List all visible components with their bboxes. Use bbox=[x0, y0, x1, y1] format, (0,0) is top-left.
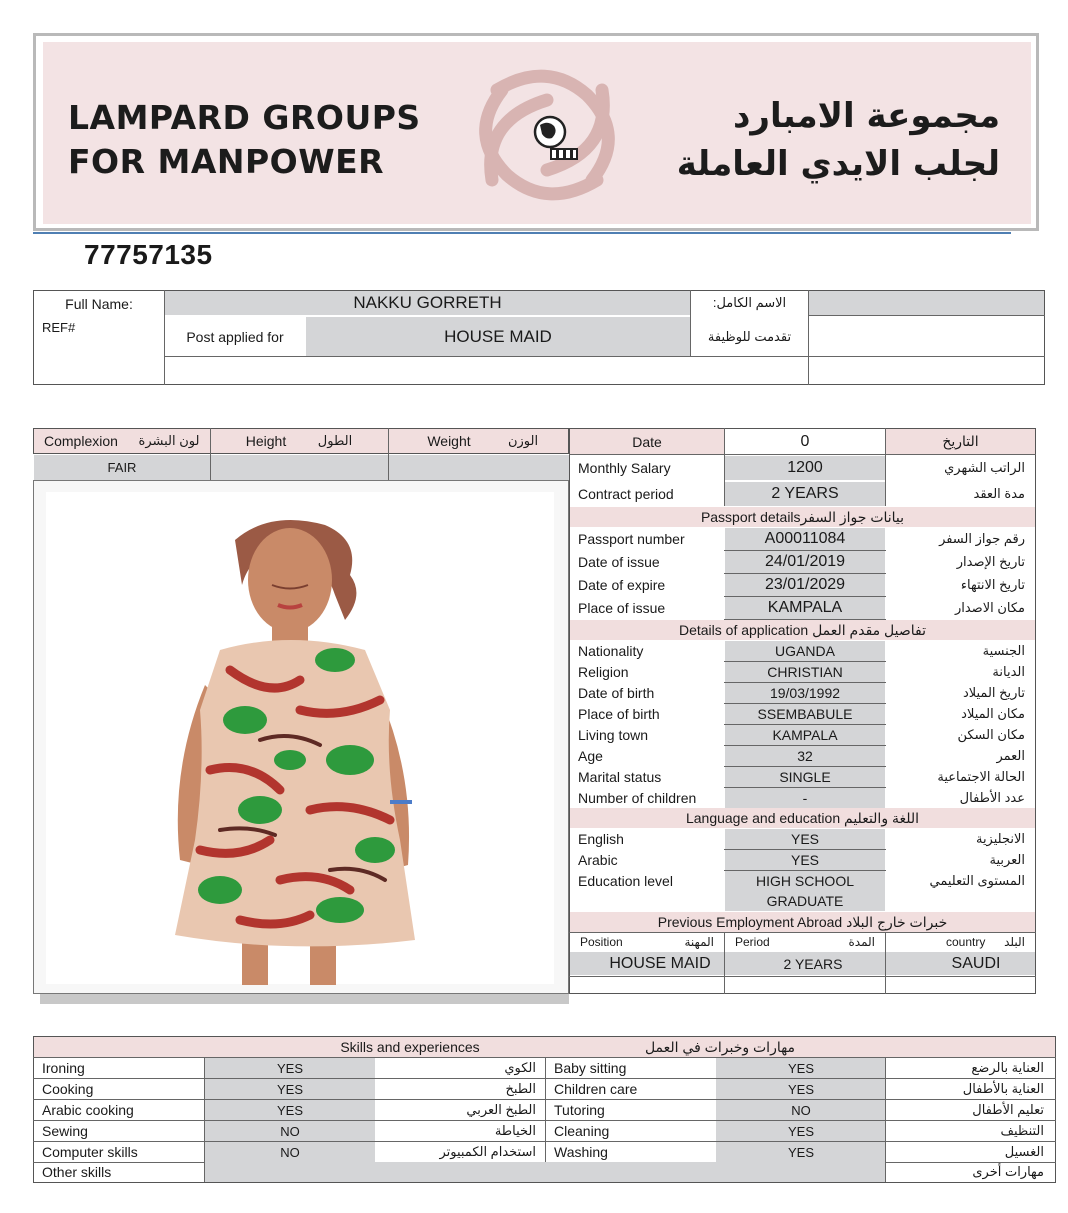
employment-section-title-en: Previous Employment Abroad bbox=[657, 914, 843, 930]
skills-title-ar: مهارات وخبرات في العمل bbox=[644, 1038, 796, 1055]
country-label: country bbox=[946, 935, 986, 949]
complexion-value: FAIR bbox=[107, 460, 137, 475]
application-row-value: 32 bbox=[797, 748, 813, 764]
skill-label-ar: العناية بالرضع bbox=[971, 1060, 1044, 1075]
post-value: HOUSE MAID bbox=[444, 326, 552, 346]
full-name-label: Full Name: bbox=[65, 296, 133, 312]
globe-and-film-logo-icon bbox=[462, 60, 632, 210]
date-label-ar: التاريخ bbox=[942, 433, 979, 449]
period-label: Contract period bbox=[578, 486, 674, 502]
skill-label-ar: الكوي bbox=[504, 1060, 536, 1075]
reference-number: 77757135 bbox=[84, 239, 213, 270]
application-row-label-ar: عدد الأطفال bbox=[959, 790, 1025, 805]
company-name-en-line1: LAMPARD GROUPS bbox=[68, 98, 421, 137]
language-section-title-ar: اللغة والتعليم bbox=[844, 809, 920, 826]
photo-bottom-strip bbox=[40, 994, 569, 1004]
other-skills-label: Other skills bbox=[42, 1164, 112, 1180]
language-row-label-ar: العربية bbox=[989, 852, 1025, 867]
period-label-ar: المدة bbox=[848, 935, 875, 949]
salary-value: 1200 bbox=[787, 459, 823, 476]
skill-label: Arabic cooking bbox=[42, 1102, 134, 1118]
ref-label: REF# bbox=[42, 319, 76, 335]
skill-label-ar: الطبخ bbox=[505, 1081, 536, 1096]
skill-value: YES bbox=[276, 1060, 303, 1076]
skill-value: YES bbox=[787, 1060, 814, 1076]
skill-label: Cleaning bbox=[554, 1123, 610, 1139]
skills-title: Skills and experiences bbox=[340, 1039, 480, 1055]
language-row-label-ar: الانجليزية bbox=[975, 831, 1025, 846]
period-value: 2 YEARS bbox=[771, 485, 839, 502]
passport-row-label-ar: مكان الاصدار bbox=[954, 600, 1025, 615]
employment-country-value: SAUDI bbox=[951, 954, 1001, 972]
employment-period-header bbox=[725, 933, 885, 951]
passport-section-title-ar: بيانات جواز السفر bbox=[800, 508, 905, 525]
skill-label: Children care bbox=[554, 1081, 638, 1097]
passport-section-title bbox=[570, 507, 1035, 527]
application-row-label: Marital status bbox=[578, 769, 662, 785]
skill-value: YES bbox=[787, 1081, 814, 1097]
application-row-value: SINGLE bbox=[779, 769, 831, 785]
application-row-label-ar: تاريخ الميلاد bbox=[962, 685, 1025, 700]
application-row-label-ar: العمر bbox=[996, 748, 1025, 763]
application-row-value: SSEMBABULE bbox=[757, 706, 853, 722]
company-name-ar-line2: لجلب الايدي العاملة bbox=[676, 144, 1000, 184]
other-skills-value bbox=[205, 1162, 885, 1182]
passport-row-label: Date of expire bbox=[578, 577, 666, 593]
language-section-title-en: Language and education bbox=[685, 810, 841, 826]
period-label: Period bbox=[735, 935, 770, 949]
height-label-ar: الطول bbox=[317, 433, 353, 448]
skill-value: NO bbox=[280, 1144, 300, 1160]
application-row-value: - bbox=[802, 790, 808, 806]
skills-mid-divider bbox=[545, 1057, 546, 1162]
header-underline bbox=[33, 232, 1011, 234]
skill-label-ar: تعليم الأطفال bbox=[972, 1102, 1044, 1117]
skill-value: YES bbox=[787, 1144, 814, 1160]
height-label: Height bbox=[245, 433, 287, 449]
post-label-ar: تقدمت للوظيفة bbox=[707, 328, 792, 344]
skill-value: YES bbox=[787, 1123, 814, 1139]
application-section-title bbox=[570, 620, 1035, 640]
country-label-ar: البلد bbox=[1004, 935, 1025, 949]
employment-position-value: HOUSE MAID bbox=[609, 954, 711, 972]
full-name-value: NAKKU GORRETH bbox=[353, 293, 502, 312]
weight-label: Weight bbox=[427, 433, 471, 449]
application-section-title-en: Details of application bbox=[678, 622, 809, 638]
position-label-ar: المهنة bbox=[684, 935, 714, 949]
passport-row-value: A00011084 bbox=[764, 530, 846, 547]
employment-section-title-ar: خبرات خارج البلاد bbox=[846, 913, 948, 930]
skill-label-ar: استخدام الكمبيوتر bbox=[439, 1144, 536, 1159]
post-label: Post applied for bbox=[186, 328, 284, 345]
skill-value: YES bbox=[276, 1081, 303, 1097]
employment-period-value: 2 YEARS bbox=[783, 955, 843, 972]
date-value: 0 bbox=[800, 432, 810, 450]
application-row-label-ar: الديانة bbox=[992, 664, 1025, 679]
skill-label: Baby sitting bbox=[554, 1060, 627, 1076]
application-row-label: Nationality bbox=[578, 643, 644, 659]
application-row-label: Date of birth bbox=[578, 685, 655, 701]
application-row-label-ar: مكان السكن bbox=[957, 727, 1025, 742]
salary-label-ar: الراتب الشهري bbox=[944, 460, 1025, 475]
education-value-line1: HIGH SCHOOL bbox=[755, 873, 854, 889]
application-section-title-ar: تفاصيل مقدم العمل bbox=[812, 621, 927, 638]
language-row-label: English bbox=[578, 831, 624, 847]
company-name-en bbox=[68, 96, 468, 184]
language-row-value: YES bbox=[790, 852, 819, 868]
skill-label: Computer skills bbox=[42, 1144, 138, 1160]
application-row-label: Number of children bbox=[578, 790, 697, 806]
company-name-ar-line1: مجموعة الامبارد bbox=[732, 96, 1000, 136]
passport-row-value: 24/01/2019 bbox=[764, 553, 846, 570]
application-row-label: Living town bbox=[578, 727, 649, 743]
salary-label: Monthly Salary bbox=[578, 460, 671, 476]
education-value-line2: GRADUATE bbox=[766, 893, 844, 909]
passport-row-label: Date of issue bbox=[578, 554, 660, 570]
employment-country-header bbox=[886, 933, 1035, 951]
skill-label: Ironing bbox=[42, 1060, 85, 1076]
complexion-label: Complexion bbox=[44, 433, 118, 449]
passport-row-label-ar: تاريخ الإصدار bbox=[956, 554, 1025, 569]
passport-row-label-ar: تاريخ الانتهاء bbox=[960, 577, 1025, 592]
language-row-label: Arabic bbox=[578, 852, 618, 868]
employment-position-header bbox=[570, 933, 724, 951]
application-row-label: Age bbox=[578, 748, 603, 764]
company-name-ar bbox=[640, 92, 1000, 188]
passport-row-value: KAMPALA bbox=[767, 599, 843, 616]
skill-label: Cooking bbox=[42, 1081, 94, 1097]
applicant-photo-icon bbox=[150, 510, 440, 985]
position-label: Position bbox=[580, 935, 623, 949]
language-row-value: YES bbox=[790, 831, 819, 847]
full-name-label-ar: الاسم الكامل: bbox=[712, 295, 787, 310]
passport-row-label: Place of issue bbox=[578, 600, 666, 616]
weight-label-ar: الوزن bbox=[507, 433, 539, 448]
period-label-ar: مدة العقد bbox=[973, 486, 1025, 501]
language-section-title bbox=[570, 808, 1035, 828]
complexion-label-ar: لون البشرة bbox=[138, 433, 200, 448]
application-row-label-ar: الجنسية bbox=[982, 643, 1025, 658]
skill-label-ar: الطبخ العربي bbox=[466, 1102, 536, 1117]
skill-value: NO bbox=[791, 1102, 811, 1118]
date-label: Date bbox=[632, 433, 662, 450]
skill-value: YES bbox=[276, 1102, 303, 1118]
skill-label-ar: الغسيل bbox=[1004, 1144, 1044, 1159]
passport-row-label: Passport number bbox=[578, 531, 685, 547]
application-row-value: 19/03/1992 bbox=[769, 685, 841, 701]
passport-section-title-en: Passport details bbox=[700, 509, 801, 525]
application-row-label: Religion bbox=[578, 664, 629, 680]
application-row-value: CHRISTIAN bbox=[767, 664, 843, 680]
skill-label: Sewing bbox=[42, 1123, 88, 1139]
full-name-ar-field bbox=[809, 291, 1044, 315]
skill-value: NO bbox=[280, 1123, 300, 1139]
education-label-ar: المستوى التعليمي bbox=[929, 873, 1025, 888]
application-row-label: Place of birth bbox=[578, 706, 660, 722]
application-row-value: UGANDA bbox=[775, 643, 835, 659]
application-row-value: KAMPALA bbox=[772, 727, 838, 743]
employment-section-title bbox=[570, 912, 1035, 932]
skill-label-ar: العناية بالأطفال bbox=[962, 1081, 1044, 1096]
skill-label: Washing bbox=[554, 1144, 608, 1160]
passport-row-label-ar: رقم جواز السفر bbox=[939, 531, 1025, 546]
education-value bbox=[725, 871, 885, 911]
company-name-en-line2: FOR MANPOWER bbox=[68, 142, 385, 181]
passport-row-value: 23/01/2029 bbox=[764, 576, 846, 593]
skill-label-ar: الخياطة bbox=[494, 1123, 536, 1138]
skill-label-ar: التنظيف bbox=[1000, 1123, 1044, 1138]
education-label: Education level bbox=[578, 873, 673, 889]
other-skills-label-ar: مهارات أخرى bbox=[972, 1164, 1044, 1179]
skill-label: Tutoring bbox=[554, 1102, 605, 1118]
application-row-label-ar: الحالة الاجتماعية bbox=[937, 769, 1025, 784]
application-row-label-ar: مكان الميلاد bbox=[961, 706, 1025, 721]
